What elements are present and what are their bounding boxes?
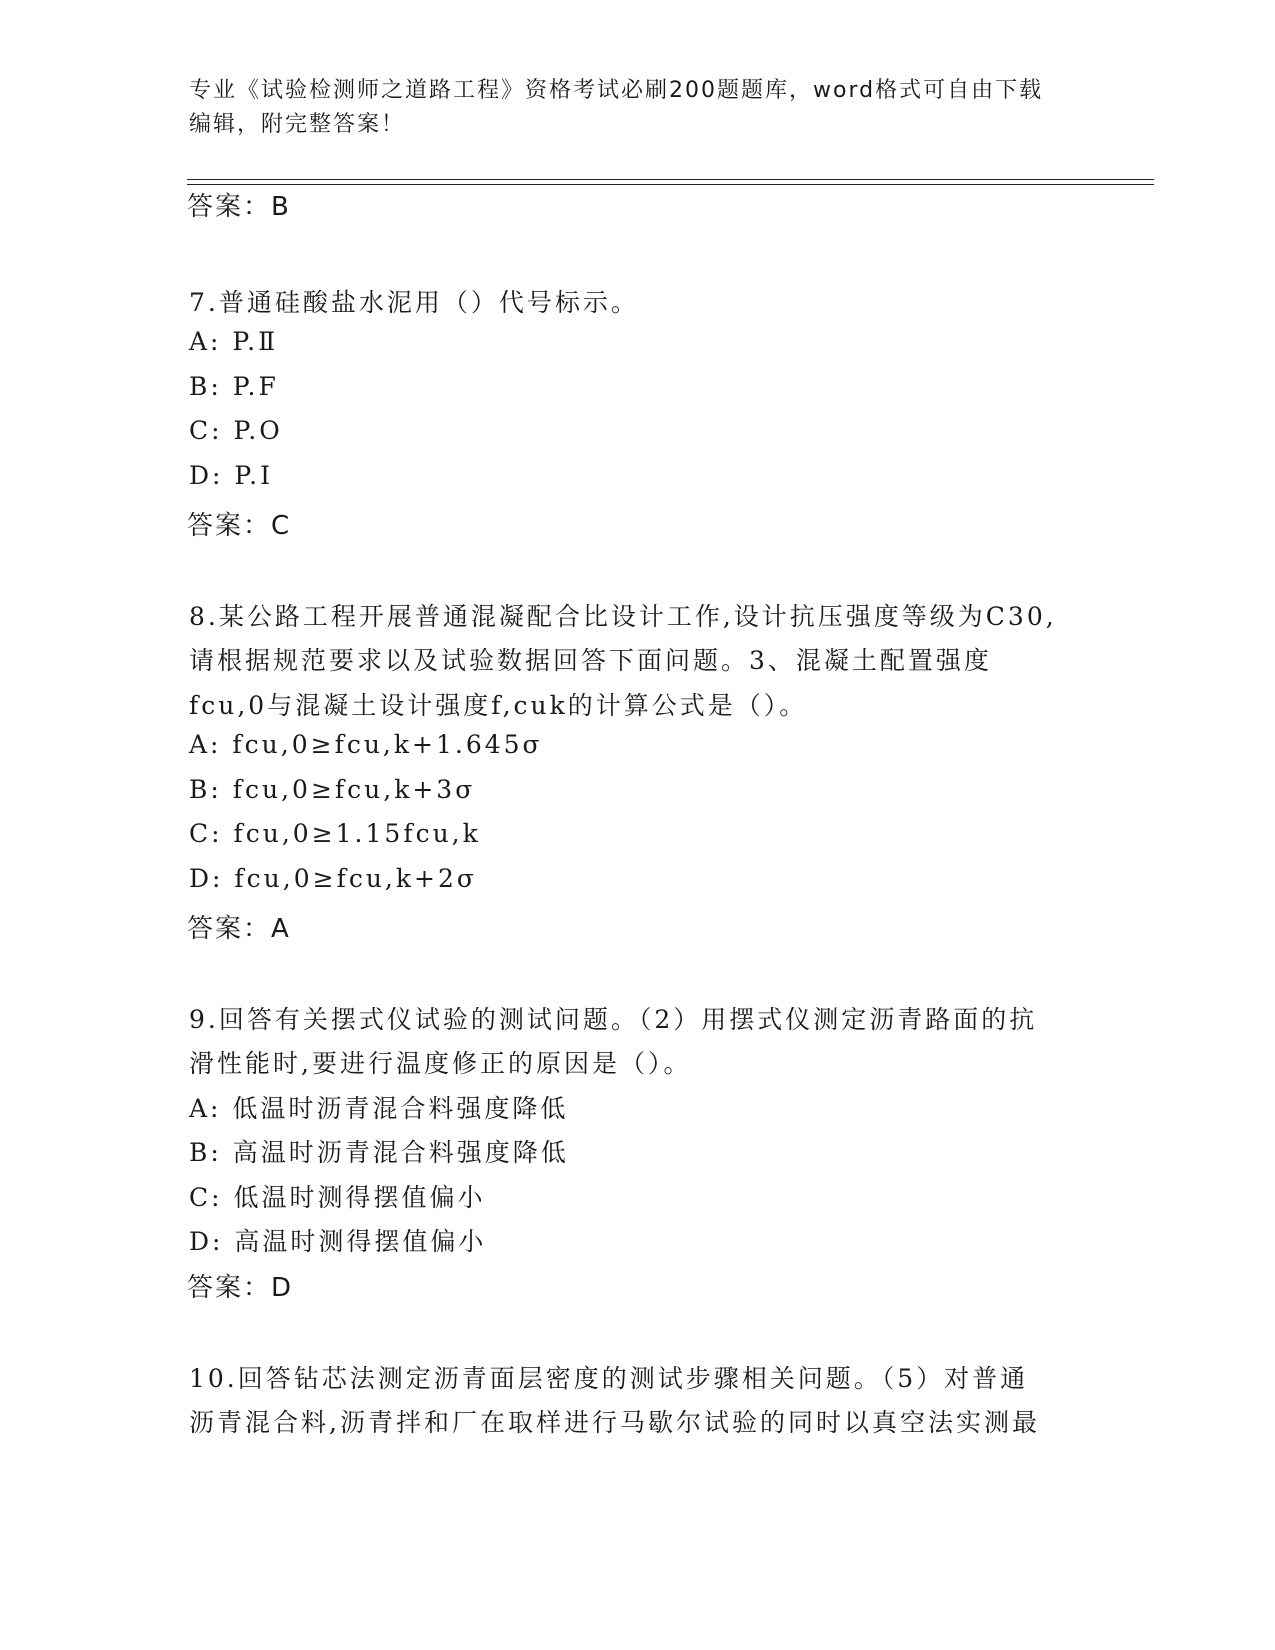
answer-q8: 答案：A — [187, 914, 291, 944]
option-a: A: 低温时沥青混合料强度降低 — [189, 1094, 569, 1123]
question-stem-line-2: 滑性能时,要进行温度修正的原因是（）。 — [189, 1049, 692, 1078]
header-line-1: 专业《试验检测师之道路工程》资格考试必刷200题题库，word格式可自由下载 — [189, 78, 1044, 103]
option-c: C: P.O — [189, 416, 283, 445]
header-line-2: 编辑，附完整答案！ — [189, 112, 406, 137]
answer-q9: 答案：D — [187, 1273, 294, 1303]
option-c: C: fcu,0≥1.15fcu,k — [189, 819, 481, 848]
answer-q6: 答案：B — [187, 192, 291, 222]
question-stem: 7.普通硅酸盐水泥用（）代号标示。 — [189, 288, 639, 317]
page-header — [189, 74, 1079, 142]
question-stem-line-2: 沥青混合料,沥青拌和厂在取样进行马歇尔试验的同时以真空法实测最 — [189, 1408, 1040, 1437]
option-b: B: 高温时沥青混合料强度降低 — [189, 1138, 569, 1167]
question-stem-line-1: 8.某公路工程开展普通混凝配合比设计工作,设计抗压强度等级为C30, — [189, 602, 1057, 631]
question-stem-line-2: 请根据规范要求以及试验数据回答下面问题。3、混凝土配置强度 — [189, 646, 992, 675]
answer-q7: 答案：C — [187, 511, 292, 541]
option-a: A: P.Ⅱ — [189, 327, 279, 356]
option-d: D: fcu,0≥fcu,k+2σ — [189, 864, 477, 893]
option-b: B: P.F — [189, 372, 279, 401]
header-divider — [187, 179, 1154, 180]
question-stem-line-3: fcu,0与混凝土设计强度f,cuk的计算公式是（）。 — [189, 691, 808, 720]
option-d: D: P.Ⅰ — [189, 461, 273, 490]
option-a: A: fcu,0≥fcu,k+1.645σ — [189, 730, 543, 759]
option-c: C: 低温时测得摆值偏小 — [189, 1183, 486, 1212]
header-divider-secondary — [187, 184, 1154, 185]
option-b: B: fcu,0≥fcu,k+3σ — [189, 775, 476, 804]
option-d: D: 高温时测得摆值偏小 — [189, 1227, 487, 1256]
question-stem-line-1: 9.回答有关摆式仪试验的测试问题。（2）用摆式仪测定沥青路面的抗 — [189, 1005, 1038, 1034]
question-stem-line-1: 10.回答钻芯法测定沥青面层密度的测试步骤相关问题。（5）对普通 — [189, 1364, 1029, 1393]
